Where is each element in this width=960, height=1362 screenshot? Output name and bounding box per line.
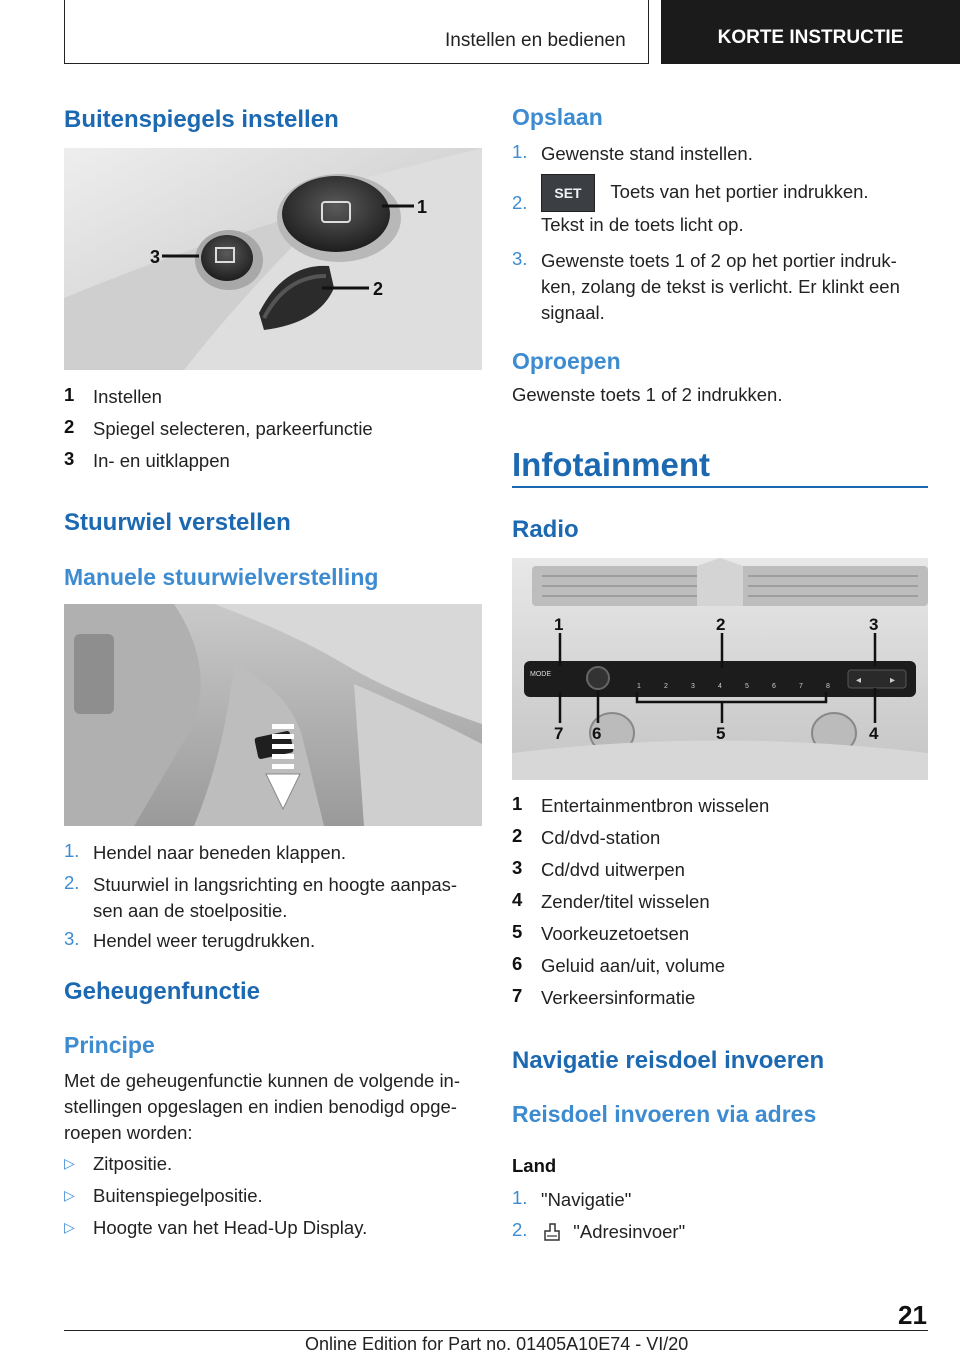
- footer-edition: Online Edition for Part no. 01405A10E74 - VI/20: [305, 1334, 689, 1354]
- legend-number: 3: [64, 448, 75, 469]
- bullet-text: Hoogte van het Head-Up Display.: [93, 1217, 368, 1238]
- step-text: Hendel weer terugdrukken.: [93, 930, 316, 951]
- bullet-triangle-icon: ▷: [64, 1219, 75, 1235]
- legend-text: Geluid aan/uit, volume: [541, 955, 726, 976]
- preset-label: 5: [745, 683, 749, 690]
- step-number: 2.: [64, 872, 80, 893]
- legend-number: 1: [64, 384, 75, 405]
- legend-text: Cd/dvd uitwerpen: [541, 859, 685, 880]
- step-number: 2.: [512, 1219, 528, 1240]
- legend-text: Voorkeuzetoetsen: [541, 923, 690, 944]
- legend-text: In- en uitklappen: [93, 450, 230, 471]
- header-chapter-tab[interactable]: KORTE INSTRUCTIE: [661, 0, 960, 64]
- legend-number: 6: [512, 953, 523, 974]
- preset-label: 3: [691, 683, 695, 690]
- step-text: Gewenste stand instellen.: [541, 143, 753, 164]
- save-heading: Opslaan: [512, 104, 603, 130]
- page-number: 21: [898, 1300, 927, 1330]
- preset-label: 1: [637, 683, 641, 690]
- radio-callout-7: 7: [554, 724, 564, 743]
- legend-text: Entertainmentbron wisselen: [541, 795, 770, 816]
- step-number: 2.: [512, 192, 528, 213]
- legend-number: 3: [512, 857, 523, 878]
- bullet-text: Zitpositie.: [93, 1153, 173, 1174]
- step-text: Toets van het portier indrukken.: [610, 180, 869, 202]
- step-text-2: Tekst in de toets licht op.: [541, 214, 744, 235]
- step-text: Gewenste toets 1 of 2 op het portier indruk-ken, zolang de tekst is verlicht. Er klinkt een signaal.: [541, 250, 900, 323]
- legend-text: Instellen: [93, 386, 162, 407]
- radio-panel-image: [512, 558, 928, 780]
- legend-number: 2: [64, 416, 75, 437]
- radio-callout-6: 6: [592, 724, 602, 743]
- radio-callout-1: 1: [554, 615, 564, 634]
- heading-rule: [512, 486, 928, 488]
- infotainment-heading: Infotainment: [512, 446, 710, 483]
- bullet-triangle-icon: ▷: [64, 1187, 75, 1203]
- mirror-controls-illustration: [64, 148, 482, 370]
- radio-callout-4: 4: [869, 724, 879, 743]
- step-text: Hendel naar beneden klappen.: [93, 842, 347, 863]
- seek-back-icon: ◂: [856, 675, 862, 686]
- step-text: "Adresinvoer": [573, 1221, 686, 1242]
- step-text-wrap: [541, 174, 931, 238]
- nav-land-label: Land: [512, 1155, 557, 1176]
- preset-label: 8: [826, 683, 830, 690]
- step-text-wrap: [541, 1219, 931, 1245]
- radio-mode-label: MODE: [530, 671, 551, 678]
- steering-heading: Stuurwiel verstellen: [64, 509, 291, 536]
- step-number: 3.: [64, 928, 80, 949]
- header-section-title: Instellen en bedienen: [445, 30, 626, 51]
- preset-label: 4: [718, 683, 722, 690]
- preset-label: 2: [664, 683, 668, 690]
- memory-subheading: Principe: [64, 1032, 155, 1058]
- radio-callout-5: 5: [716, 724, 726, 743]
- steering-subheading: Manuele stuurwielverstelling: [64, 564, 379, 590]
- radio-callout-3: 3: [869, 615, 879, 634]
- mirror-callout-3: 3: [150, 247, 161, 267]
- step-number: 1.: [64, 840, 80, 861]
- legend-text: Verkeersinformatie: [541, 987, 696, 1008]
- recall-text: Gewenste toets 1 of 2 indrukken.: [512, 384, 783, 405]
- legend-number: 5: [512, 921, 523, 942]
- legend-text: Cd/dvd-station: [541, 827, 661, 848]
- radio-callout-2: 2: [716, 615, 726, 634]
- mirror-callout-2: 2: [373, 279, 384, 299]
- nav-heading: Navigatie reisdoel invoeren: [512, 1047, 825, 1074]
- footer-rule: [64, 1330, 928, 1331]
- mirror-heading: Buitenspiegels instellen: [64, 106, 339, 133]
- seek-forward-icon: ▸: [890, 675, 896, 686]
- preset-label: 7: [799, 683, 803, 690]
- legend-number: 7: [512, 985, 523, 1006]
- radio-panel-illustration: [512, 558, 928, 780]
- mirror-controls-image: [64, 148, 482, 370]
- steering-lever-illustration: [64, 604, 482, 826]
- nav-subheading: Reisdoel invoeren via adres: [512, 1101, 817, 1127]
- memory-intro: Met de geheugenfunctie kunnen de volgende in-stellingen opgeslagen en indien benodigd opge-roepen worden:: [64, 1070, 460, 1143]
- step-number: 3.: [512, 248, 528, 269]
- bullet-text: Buitenspiegelpositie.: [93, 1185, 263, 1206]
- step-text: Stuurwiel in langsrichting en hoogte aanpas-sen aan de stoelpositie.: [93, 874, 458, 921]
- legend-number: 4: [512, 889, 523, 910]
- radio-heading: Radio: [512, 516, 579, 543]
- legend-text: Spiegel selecteren, parkeerfunctie: [93, 418, 373, 439]
- step-number: 1.: [512, 1187, 528, 1208]
- set-button-icon: SET: [541, 174, 595, 212]
- legend-number: 2: [512, 825, 523, 846]
- memory-heading: Geheugenfunctie: [64, 978, 261, 1005]
- preset-label: 6: [772, 683, 776, 690]
- steering-lever-image: [64, 604, 482, 826]
- step-number: 1.: [512, 141, 528, 162]
- mirror-callout-1: 1: [417, 197, 428, 217]
- legend-number: 1: [512, 793, 523, 814]
- legend-text: Zender/titel wisselen: [541, 891, 710, 912]
- address-input-icon: [541, 1220, 563, 1242]
- bullet-triangle-icon: ▷: [64, 1155, 75, 1171]
- recall-heading: Oproepen: [512, 348, 621, 374]
- step-text: "Navigatie": [541, 1189, 632, 1210]
